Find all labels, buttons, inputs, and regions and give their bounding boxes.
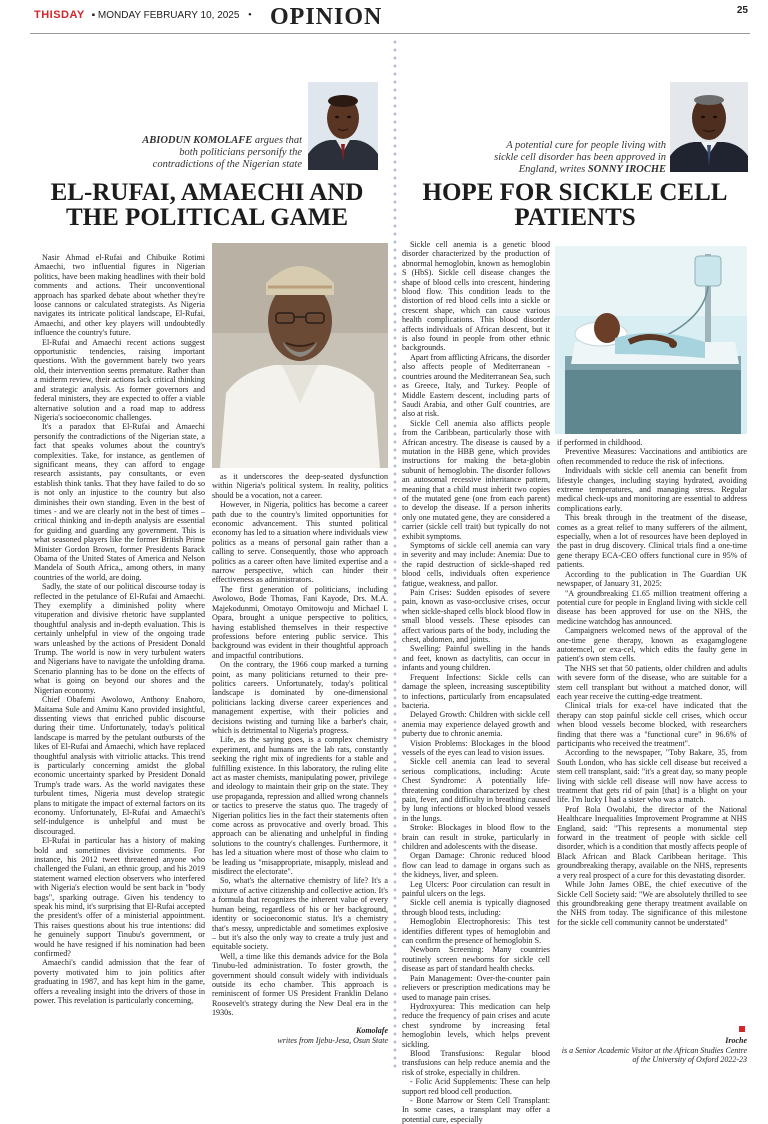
section-title-text: OPINION: [270, 4, 383, 30]
paragraph: Nasir Ahmad el-Rufai and Chibuike Rotimi Amaechi, two influential figures in Nigerian politics, have been making headlines with their bold comments and actions. Their unconventional approach has sparked debate about whether they're loose cannons or calculated strategists. As Nigeria navigates its intricate political landscape, El-Rufai, Amaechi, and other key players will undoubtedly influence the country's future.: [34, 253, 205, 338]
paragraph: Hemoglobin Electrophoresis: This test identifies different types of hemoglobin and can confirm the presence of hemoglobin S.: [402, 917, 550, 946]
section-title: [270, 4, 382, 31]
paragraph: Amaechi's candid admission that the fear of poverty motivated him to join politics after graduating in 1987, and has kept him in the game, offers a revealing insight into the drivers of those in power. This revelation is particularly concerning,: [34, 958, 205, 1006]
article-left-column-2: [212, 472, 388, 1017]
left-teaser-text: argues that both politicians personify the contradictions of the Nigerian state: [152, 135, 302, 170]
article-photo-el-rufai: [212, 243, 388, 468]
paragraph: Chief Obafemi Awolowo, Anthony Enahoro, Maitama Sule and Aminu Kano provided insightful, dissenting views that enriched public discourse during their time. Unfortunately, today's political landscape is marred by the petulant outbursts of the likes of El-Rufai and Amaechi, which have replaced thoughtful analysis with vitriolic attacks. This trend is particularly concerning amidst the global economic uncertainty sparked by President Donald Trump's trade wars. As the world navigates these turbulent times, Nigeria must develop strategic plans to mitigate the impact of external factors on its economy. Unfortunately, El-Rufai and Amaechi's self-indulgence is unhelpful and must be discouraged.: [34, 695, 205, 836]
paragraph: Vision Problems: Blockages in the blood vessels of the eyes can lead to vision issues.: [402, 738, 550, 757]
paragraph: Apart from afflicting Africans, the disorder also affects people of Mediterranean - countries around the Mediterranean Sea, such as Greece, Italy, and Turkey. People of Middle Eastern descent, including parts of Saudi Arabia, and other Gulf countries, are also at risk.: [402, 352, 550, 419]
paragraph: It's a paradox that El-Rufai and Amaechi personify the contradictions of the Nigerian state, a fact that speaks volumes about the country's complexities. Take, for instance, as gentlemen of significant means, they can afford to engage research assistants, pay consultants, or even establish think tanks. That they have failed to do so is not only an injustice to the country but also diminishes their own standing. Even in the best of times - and we are clearly not in the best of times – critical thinking and in-depth analysis are essential for guiding and guarding any government. This is what seasoned players like the former British Prime Minister Gordon Brown, former Presidents Barack Obama of the United States of America and Nelson Mandela of South Africa,, among others, in many countries of the world, are doing.: [34, 422, 205, 582]
end-mark-icon: [739, 1026, 745, 1032]
paragraph: Stroke: Blockages in blood flow to the brain can result in stroke, particularly in children and adolescents with the disease.: [402, 823, 550, 851]
right-headline-line2: PATIENTS: [514, 204, 636, 231]
right-sig-text: is a Senior Academic Visitor at the African Studies Centre of the University of Oxford 2022-23: [561, 1045, 747, 1064]
paragraph: According to the newspaper, "Toby Bakare, 35, from South London, who has sickle cell disease but received a stem cell transplant, said: "it's a great day, so many people living with sickle cell disease will now have access to treatment that gets rid of pain [that] is a blight on your life. I'm lucky I had a sister who was a match.: [557, 748, 747, 805]
paragraph: Preventive Measures: Vaccinations and antibiotics are often recommended to reduce the risk of infections.: [557, 447, 747, 466]
page-number: 25: [736, 5, 748, 16]
left-teaser: [130, 135, 302, 171]
paragraph: Life, as the saying goes, is a complex chemistry experiment, and humans are the lab rats, constantly seeking the right mix of ingredients for a stable and fulfilling existence. In this laboratory, the ruling elite act as master chemists, manipulating power, privilege and ideology to maintain their grip on the state. They use propaganda, repression and allied wrong channels or tactics to preserve the status quo. The tragedy of Nigerian politics lies in the fact their statements often come across as provocative and overly broad. This approach can be alienating and unhelpful in finding solutions to the country's challenges. Furthermore, it has led a situation where most of those who claim to be leading us "misappropriate, misapply, mislead and misdirect the electorate".: [212, 735, 388, 877]
paragraph: Newborn Screening: Many countries routinely screen newborns for sickle cell disease as part of standard health checks.: [402, 945, 550, 974]
paragraph: as it underscores the deep-seated dysfunction within Nigeria's political system. In reality, politics should be a vocation, not a career.: [212, 472, 388, 500]
paragraph: "A groundbreaking £1.65 million treatment offering a potential cure for people in England living with sickle cell disease has been approved for use on the NHS, the medicine watchdog has announced.: [557, 588, 747, 626]
paragraph: Campaigners welcomed news of the approval of the one-time gene therapy, known as exagamglogene autotemcel, or exa-cel, which edits the faulty gene in patient's own stem cells.: [557, 626, 747, 664]
paragraph: - Bone Marrow or Stem Cell Transplant: In some cases, a transplant may offer a potential cure, especially: [402, 1095, 550, 1124]
paragraph: Prof Bola Owolabi, the director of the National Healthcare Inequalities Improvement Programme at NHS England, said: "This represents a monumental step forward in the treatment of people with sickle cell disorder, which is a condition that mostly affects people of Black African and Black Caribbean heritage. This groundbreaking therapy, available on the NHS, represents a very real prospect of a cure for this devastating disorder.: [557, 804, 747, 880]
right-sig-name: Iroche: [725, 1036, 747, 1045]
left-sig-text: writes from Ijebu-Jesa, Osun State: [277, 1035, 388, 1045]
paragraph: Leg Ulcers: Poor circulation can result in painful ulcers on the legs.: [402, 879, 550, 899]
paragraph: if performed in childhood.: [557, 438, 643, 447]
left-teaser-author: ABIODUN KOMOLAFE: [142, 135, 253, 146]
paragraph: While John James OBE, the chief executive of the Sickle Cell Society said: "We are absolutely thrilled to see this groundbreaking gene therapy treatment available on the NHS from today. The significance of this milestone for the sickle cell community cannot be understated": [557, 880, 747, 927]
article-right-column-1: [402, 240, 550, 1124]
paragraph: This break through in the treatment of the disease, comes as a great relief to many sufferers of the ailment, especially, when a lot of resources have been deployed in the past in drug discovery. Clinical trials find a one-time gene therapy ECA-CEO offers functional cure in 95% of patients.: [557, 513, 747, 570]
paragraph: Organ Damage: Chronic reduced blood flow can lead to damage in organs such as the kidneys, liver, and spleen.: [402, 851, 550, 880]
paragraph: Frequent Infections: Sickle cells can damage the spleen, increasing susceptibility to infections, particularly from encapsulated bacteria.: [402, 672, 550, 710]
author-photo-komolafe: [308, 82, 378, 170]
article-right-column-2: [557, 438, 747, 1026]
paragraph: El-Rufai and Amaechi recent actions suggest opportunistic tendencies, raising important questions. With the government barely two years old, their intervention seems premature. Rather than a midterm review, their actions lack critical thinking and strategic analysis. As former governors and federal ministers, they are expected to offer a viable alternative solution and a road map to address Nigeria's socioeconomic challenges.: [34, 337, 205, 422]
paragraph: Pain Management: Over-the-counter pain relievers or prescription medications may be used to manage pain crises.: [402, 973, 550, 1002]
header-rule: [30, 33, 750, 34]
separator-dot-icon: •: [248, 9, 252, 21]
right-headline-line1: HOPE FOR SICKLE CELL: [422, 179, 728, 206]
date-separator-icon: ▪: [91, 10, 98, 21]
right-teaser-text: A potential cure for people living with sickle cell disorder has been approved in England, writes: [494, 140, 666, 175]
paragraph: According to the publication in The Guardian UK newspaper, of January 31, 2025:: [557, 569, 747, 589]
paragraph: So, what's the alternative chemistry of life? It's a mixture of active citizenship and collective action. It's a formula that recognizes the inherent value of every human being, regardless of his or her background, identity or socioeconomic status. It's a chemistry that's messy, unpredictable and sometimes explosive – but it's also the only way to create a truly just and equitable society.: [212, 876, 388, 952]
page-header: [0, 0, 768, 32]
left-headline: [24, 180, 390, 230]
paragraph: However, in Nigeria, politics has become a career path due to the country's limited opportunities for economic advancement. This stunted political economy has led to a situation where individuals view politics as a means of personal gain rather than a calling to serve. Consequently, those who approach politics as a career often have limited expertise and a narrow perspective, which can hinder their effectiveness as administrators.: [212, 500, 388, 585]
paragraph: Swelling: Painful swelling in the hands and feet, known as dactylitis, can occur in infants and young children.: [402, 644, 550, 673]
right-teaser-author: SONNY IROCHE: [587, 164, 666, 175]
paragraph: Sadly, the state of our political discourse today is reflected in the petulance of El-Rufai and Amaechi. They exemplify a diminished polity where vituperation and divisive rhetoric have supplanted thoughtful analysis and in-depth evaluation. This is certainly unhelpful in view of the ongoing trade wars unleashed by the actions of President Donald Trump. The world is now in very turbulent waters and Nigerians have to navigate the unfolding drama. Scenario planning has to be done on the effects of what is going on beyond our shores and the Nigerian economy.: [34, 582, 205, 695]
column-divider-dots: [393, 38, 397, 1068]
paragraph: Sickle cell anemia is typically diagnosed through blood tests, including:: [402, 898, 550, 917]
issue-date: MONDAY FEBRUARY 10, 2025: [97, 10, 240, 21]
article-left-column-1: [34, 253, 205, 1065]
paragraph: On the contrary, the 1966 coup marked a turning point, as many politicians returned to their pre-politics careers. Unfortunately, today's political landscape is dominated by one-dimensional politicians lacking diverse career experiences and management expertise, with their policies and decisions twisting and turning like a barber's chair, which is detrimental to Nigeria's progress.: [212, 660, 388, 735]
masthead-left: [34, 9, 239, 21]
left-author-signature: [212, 1026, 388, 1045]
left-headline-line1: EL-RUFAI, AMAECHI AND: [50, 179, 364, 206]
left-headline-line2: THE POLITICAL GAME: [66, 204, 348, 231]
paragraph: Individuals with sickle cell anemia can benefit from lifestyle changes, including staying hydrated, avoiding extreme temperatures, and managing stress. Regular medical check-ups and monitoring are essential to address complications early.: [557, 466, 747, 513]
paragraph: Pain Crises: Sudden episodes of severe pain, known as vaso-occlusive crises, occur when sickle-shaped cells block blood flow in small blood vessels. These episodes can affect various parts of the body, including the chest, abdomen, and joints.: [402, 588, 550, 645]
right-author-signature: [557, 1036, 747, 1065]
right-headline: [402, 180, 748, 230]
paragraph: - Folic Acid Supplements: These can help support red blood cell production.: [402, 1077, 550, 1096]
paragraph: Hydroxyurea: This medication can help reduce the frequency of pain crises and acute chest syndrome by increasing fetal hemoglobin levels, which helps prevent sickling.: [402, 1001, 550, 1049]
paragraph: Blood Transfusions: Regular blood transfusions can help reduce anemia and the risk of stroke, especially in children.: [402, 1048, 550, 1077]
paragraph: Delayed Growth: Children with sickle cell anemia may experience delayed growth and puberty due to chronic anemia.: [402, 710, 550, 739]
paragraph: Symptoms of sickle cell anemia can vary in severity and may include: Anemia: Due to the rapid destruction of sickle-shaped red blood cells, individuals often experience fatigue, weakness, and pallor.: [402, 541, 550, 588]
paragraph: El-Rufai in particular has a history of making bold and sometimes divisive comments. For instance, his 2012 tweet threatened anyone who challenged the Fulani, an ethnic group, and his 2019 statement warned election observers who interfered with Nigeria's election would be sent back in "body bags", sparking outrage. Given his tendency to speak his mind, it's surprising that El-Rufai accepted the president's offer of a ministerial appointment. This raises questions about his true intentions: did he genuinely support Tinubu's government, or would he have resigned if his nomination had been confirmed?: [34, 836, 205, 959]
author-photo-iroche: [670, 82, 748, 172]
right-teaser: [488, 140, 666, 176]
paragraph: Sickle cell anemia can lead to several serious complications, including: Acute Chest Syndrome: A potentially life-threatening condition characterized by chest pain, fever, and difficulty in breathing caused by lung infections or blocked blood vessels in the lungs.: [402, 757, 550, 823]
paragraph: Well, a time like this demands advice for the Bola Tinubu-led administration. To foster growth, the government should consult widely with individuals outside its echo chamber. This approach is reminiscent of former US President Franklin Delano Roosevelt's strategy during the New Deal era in the 1930s.: [212, 951, 388, 1018]
paragraph: Clinical trials for exa-cel have indicated that the therapy can stop painful sickle cell crises, which occur when blood vessels become blocked, with researchers finding that there was a "functional cure" in 96.6% of participants who received the treatment".: [557, 701, 747, 748]
brand-logo: THISDAY: [34, 9, 85, 21]
paragraph: Sickle cell anemia is a genetic blood disorder characterized by the production of abnormal hemoglobin, known as hemoglobin S (HbS). Sickle cell disease changes the shape of blood cells into crescent, hindering blood flow. This condition leads to the distortion of red blood cells into a sickle or crescent shape, which can cause various health complications. This blood disorder affects individuals of African descent, but it is also found in people from other ethnic backgrounds.: [402, 240, 550, 353]
left-sig-name: Komolafe: [356, 1026, 388, 1035]
paragraph: The first generation of politicians, including Awolowo, Bode Thomas, Fani Kayode, Drs. M.A. Majekodunmi, Omotayo Omitowoju and Michael I. Opara, brought a unique perspective to politics, having established themselves in their respective professions before entering public service. This background was evident in their thoughtful approach and impactful contributions.: [212, 584, 388, 660]
article-illustration-patient: [555, 246, 747, 434]
paragraph: Sickle Cell anemia also afflicts people from the Caribbean, particularly those with African ancestry. The disease is caused by a mutation in the HBB gene, which provides instructions for making the beta-globin subunit of hemoglobin. The disorder follows an autosomal recessive inheritance pattern, meaning that a child must inherit two copies of the mutated gene (one from each parent) to develop the disease. If a person inherits only one mutated gene, they are considered a carrier (sickle cell trait) but typically do not exhibit symptoms.: [402, 418, 550, 541]
paragraph: The NHS set that 50 patients, older children and adults with severe form of the disease, who are suitable for a stem cell transplant but without a matched donor, will each year receive the cutting-edge treatment.: [557, 663, 747, 701]
